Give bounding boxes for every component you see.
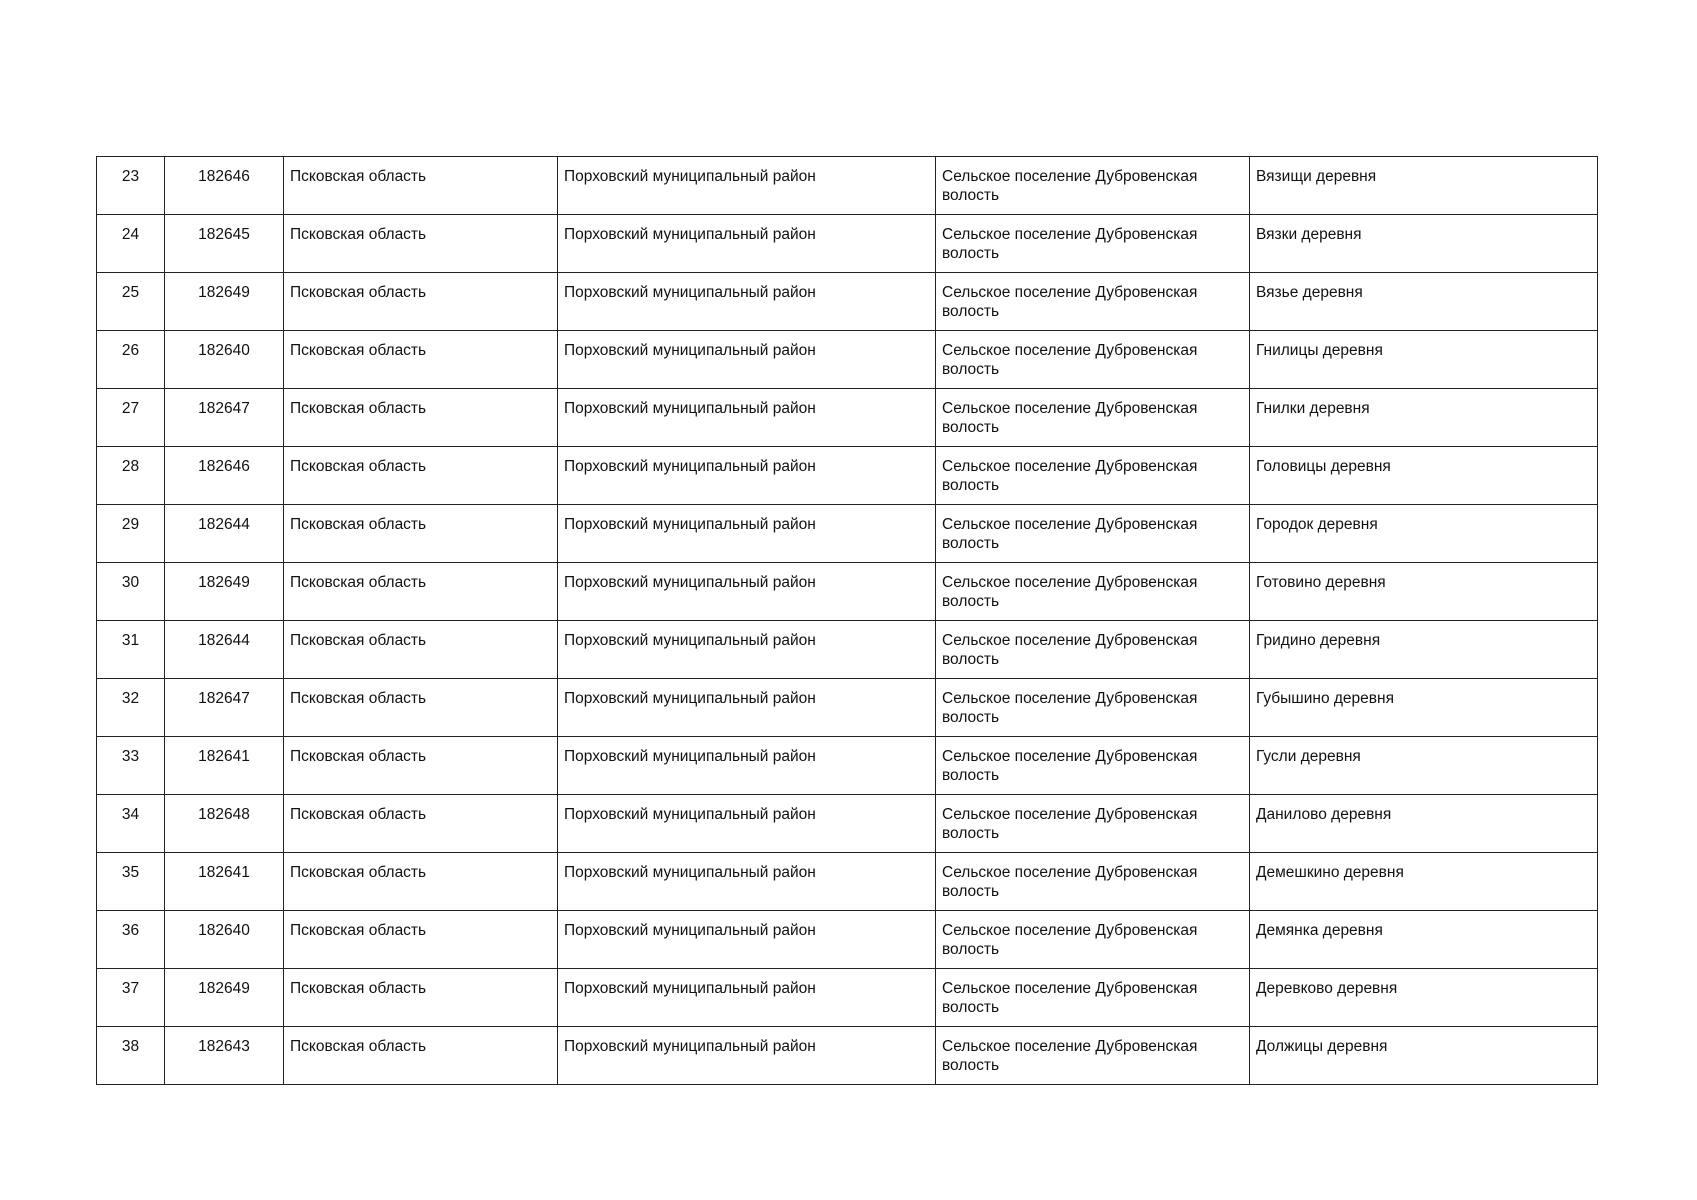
region-cell: Псковская область <box>284 1027 558 1085</box>
table-row <box>97 911 1598 969</box>
settlement-cell: Сельское поселение Дубровенская волость <box>936 621 1250 679</box>
row-number-cell: 30 <box>97 563 165 621</box>
district-cell: Порховский муниципальный район <box>558 331 936 389</box>
district-cell: Порховский муниципальный район <box>558 621 936 679</box>
postal-index-cell: 182640 <box>165 911 284 969</box>
locality-cell: Гридино деревня <box>1250 621 1598 679</box>
locality-cell: Демянка деревня <box>1250 911 1598 969</box>
row-number-cell: 37 <box>97 969 165 1027</box>
region-cell: Псковская область <box>284 621 558 679</box>
district-cell: Порховский муниципальный район <box>558 911 936 969</box>
settlement-cell: Сельское поселение Дубровенская волость <box>936 157 1250 215</box>
settlement-cell: Сельское поселение Дубровенская волость <box>936 679 1250 737</box>
postal-index-cell: 182645 <box>165 215 284 273</box>
postal-index-cell: 182646 <box>165 157 284 215</box>
postal-index-cell: 182649 <box>165 969 284 1027</box>
locality-cell: Данилово деревня <box>1250 795 1598 853</box>
row-number-cell: 24 <box>97 215 165 273</box>
region-cell: Псковская область <box>284 157 558 215</box>
district-cell: Порховский муниципальный район <box>558 969 936 1027</box>
postal-index-cell: 182649 <box>165 273 284 331</box>
locality-cell: Городок деревня <box>1250 505 1598 563</box>
district-cell: Порховский муниципальный район <box>558 447 936 505</box>
region-cell: Псковская область <box>284 853 558 911</box>
row-number-cell: 36 <box>97 911 165 969</box>
table-row <box>97 969 1598 1027</box>
district-cell: Порховский муниципальный район <box>558 215 936 273</box>
row-number-cell: 26 <box>97 331 165 389</box>
settlement-cell: Сельское поселение Дубровенская волость <box>936 969 1250 1027</box>
row-number-cell: 34 <box>97 795 165 853</box>
region-cell: Псковская область <box>284 795 558 853</box>
locality-cell: Демешкино деревня <box>1250 853 1598 911</box>
district-cell: Порховский муниципальный район <box>558 505 936 563</box>
row-number-cell: 28 <box>97 447 165 505</box>
settlement-cell: Сельское поселение Дубровенская волость <box>936 389 1250 447</box>
postal-index-cell: 182641 <box>165 853 284 911</box>
settlement-cell: Сельское поселение Дубровенская волость <box>936 447 1250 505</box>
locality-cell: Должицы деревня <box>1250 1027 1598 1085</box>
table-row <box>97 447 1598 505</box>
region-cell: Псковская область <box>284 389 558 447</box>
row-number-cell: 27 <box>97 389 165 447</box>
district-cell: Порховский муниципальный район <box>558 1027 936 1085</box>
settlement-cell: Сельское поселение Дубровенская волость <box>936 331 1250 389</box>
settlement-cell: Сельское поселение Дубровенская волость <box>936 273 1250 331</box>
region-cell: Псковская область <box>284 447 558 505</box>
region-cell: Псковская область <box>284 215 558 273</box>
district-cell: Порховский муниципальный район <box>558 563 936 621</box>
region-cell: Псковская область <box>284 969 558 1027</box>
district-cell: Порховский муниципальный район <box>558 679 936 737</box>
district-cell: Порховский муниципальный район <box>558 389 936 447</box>
table-row <box>97 505 1598 563</box>
settlement-cell: Сельское поселение Дубровенская волость <box>936 1027 1250 1085</box>
row-number-cell: 32 <box>97 679 165 737</box>
postal-index-cell: 182646 <box>165 447 284 505</box>
row-number-cell: 23 <box>97 157 165 215</box>
locality-cell: Губышино деревня <box>1250 679 1598 737</box>
settlements-table <box>96 156 1598 1085</box>
table-row <box>97 157 1598 215</box>
row-number-cell: 25 <box>97 273 165 331</box>
postal-index-cell: 182644 <box>165 505 284 563</box>
district-cell: Порховский муниципальный район <box>558 273 936 331</box>
settlement-cell: Сельское поселение Дубровенская волость <box>936 215 1250 273</box>
locality-cell: Вязищи деревня <box>1250 157 1598 215</box>
settlement-cell: Сельское поселение Дубровенская волость <box>936 737 1250 795</box>
settlement-cell: Сельское поселение Дубровенская волость <box>936 505 1250 563</box>
settlement-cell: Сельское поселение Дубровенская волость <box>936 853 1250 911</box>
postal-index-cell: 182647 <box>165 389 284 447</box>
settlement-cell: Сельское поселение Дубровенская волость <box>936 911 1250 969</box>
locality-cell: Гусли деревня <box>1250 737 1598 795</box>
region-cell: Псковская область <box>284 563 558 621</box>
district-cell: Порховский муниципальный район <box>558 157 936 215</box>
postal-index-cell: 182640 <box>165 331 284 389</box>
region-cell: Псковская область <box>284 911 558 969</box>
table-row <box>97 563 1598 621</box>
region-cell: Псковская область <box>284 273 558 331</box>
table-row <box>97 389 1598 447</box>
table-body <box>97 157 1598 1085</box>
settlement-cell: Сельское поселение Дубровенская волость <box>936 563 1250 621</box>
postal-index-cell: 182648 <box>165 795 284 853</box>
table-row <box>97 621 1598 679</box>
table-row <box>97 1027 1598 1085</box>
settlement-cell: Сельское поселение Дубровенская волость <box>936 795 1250 853</box>
region-cell: Псковская область <box>284 679 558 737</box>
table-row <box>97 331 1598 389</box>
region-cell: Псковская область <box>284 737 558 795</box>
table-row <box>97 795 1598 853</box>
locality-cell: Вязки деревня <box>1250 215 1598 273</box>
row-number-cell: 38 <box>97 1027 165 1085</box>
postal-index-cell: 182641 <box>165 737 284 795</box>
table-row <box>97 737 1598 795</box>
table-row <box>97 853 1598 911</box>
table-row <box>97 215 1598 273</box>
locality-cell: Деревково деревня <box>1250 969 1598 1027</box>
locality-cell: Гнилки деревня <box>1250 389 1598 447</box>
row-number-cell: 29 <box>97 505 165 563</box>
postal-index-cell: 182647 <box>165 679 284 737</box>
region-cell: Псковская область <box>284 331 558 389</box>
postal-index-cell: 182649 <box>165 563 284 621</box>
locality-cell: Готовино деревня <box>1250 563 1598 621</box>
table-row <box>97 679 1598 737</box>
locality-cell: Гнилицы деревня <box>1250 331 1598 389</box>
row-number-cell: 33 <box>97 737 165 795</box>
locality-cell: Головицы деревня <box>1250 447 1598 505</box>
region-cell: Псковская область <box>284 505 558 563</box>
postal-index-cell: 182643 <box>165 1027 284 1085</box>
district-cell: Порховский муниципальный район <box>558 737 936 795</box>
row-number-cell: 31 <box>97 621 165 679</box>
district-cell: Порховский муниципальный район <box>558 853 936 911</box>
locality-cell: Вязье деревня <box>1250 273 1598 331</box>
district-cell: Порховский муниципальный район <box>558 795 936 853</box>
postal-index-cell: 182644 <box>165 621 284 679</box>
row-number-cell: 35 <box>97 853 165 911</box>
table-row <box>97 273 1598 331</box>
